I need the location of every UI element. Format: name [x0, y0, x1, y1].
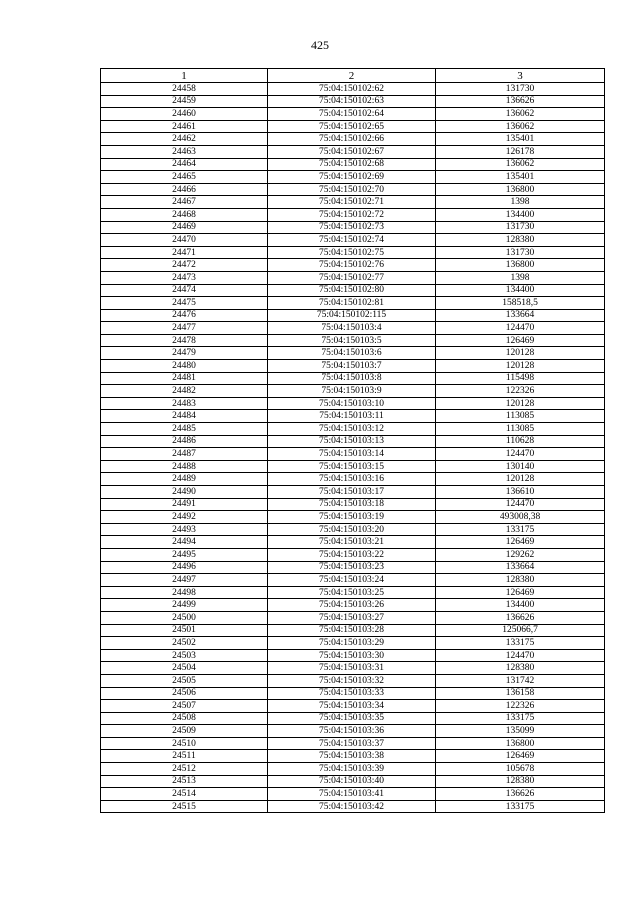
cadastral-number-cell: 75:04:150103:8 [268, 372, 436, 385]
value-cell: 493008,38 [436, 511, 605, 524]
cadastral-number-cell: 75:04:150103:20 [268, 523, 436, 536]
value-cell: 133175 [436, 523, 605, 536]
row-number-cell: 24492 [101, 511, 268, 524]
cadastral-number-cell: 75:04:150102:65 [268, 120, 436, 133]
table-row [101, 536, 605, 549]
table-row [101, 284, 605, 297]
value-cell: 136062 [436, 108, 605, 121]
row-number-cell: 24515 [101, 800, 268, 813]
table-row [101, 561, 605, 574]
cadastral-number-cell: 75:04:150102:70 [268, 183, 436, 196]
row-number-cell: 24458 [101, 83, 268, 96]
value-cell: 1398 [436, 196, 605, 209]
table-row [101, 473, 605, 486]
table-row [101, 599, 605, 612]
value-cell: 126178 [436, 145, 605, 158]
table-row [101, 511, 605, 524]
row-number-cell: 24476 [101, 309, 268, 322]
value-cell: 124470 [436, 649, 605, 662]
cadastral-number-cell: 75:04:150103:31 [268, 662, 436, 675]
value-cell: 133175 [436, 637, 605, 650]
row-number-cell: 24479 [101, 347, 268, 360]
table-row [101, 662, 605, 675]
cadastral-number-cell: 75:04:150103:19 [268, 511, 436, 524]
cadastral-number-cell: 75:04:150103:11 [268, 410, 436, 423]
value-cell: 130140 [436, 460, 605, 473]
row-number-cell: 24488 [101, 460, 268, 473]
cadastral-number-cell: 75:04:150103:14 [268, 448, 436, 461]
table-row [101, 498, 605, 511]
value-cell: 128380 [436, 574, 605, 587]
row-number-cell: 24465 [101, 171, 268, 184]
value-cell: 135401 [436, 133, 605, 146]
table-row [101, 523, 605, 536]
table-row [101, 183, 605, 196]
row-number-cell: 24471 [101, 246, 268, 259]
row-number-cell: 24490 [101, 486, 268, 499]
row-number-cell: 24469 [101, 221, 268, 234]
cadastral-number-cell: 75:04:150103:7 [268, 360, 436, 373]
table-row [101, 637, 605, 650]
value-cell: 120128 [436, 347, 605, 360]
row-number-cell: 24502 [101, 637, 268, 650]
cadastral-number-cell: 75:04:150102:80 [268, 284, 436, 297]
value-cell: 136062 [436, 158, 605, 171]
table-row [101, 763, 605, 776]
value-cell: 134400 [436, 284, 605, 297]
value-cell: 128380 [436, 234, 605, 247]
row-number-cell: 24472 [101, 259, 268, 272]
table-row [101, 649, 605, 662]
row-number-cell: 24487 [101, 448, 268, 461]
table-row [101, 448, 605, 461]
value-cell: 120128 [436, 360, 605, 373]
value-cell: 131730 [436, 246, 605, 259]
row-number-cell: 24496 [101, 561, 268, 574]
table-row [101, 347, 605, 360]
row-number-cell: 24468 [101, 208, 268, 221]
table-row [101, 548, 605, 561]
table-row [101, 158, 605, 171]
table-row [101, 297, 605, 310]
cadastral-number-cell: 75:04:150103:5 [268, 334, 436, 347]
value-cell: 136062 [436, 120, 605, 133]
value-cell: 136800 [436, 737, 605, 750]
value-cell: 122326 [436, 385, 605, 398]
table-row [101, 108, 605, 121]
cadastral-number-cell: 75:04:150103:39 [268, 763, 436, 776]
row-number-cell: 24461 [101, 120, 268, 133]
value-cell: 125066,7 [436, 624, 605, 637]
row-number-cell: 24482 [101, 385, 268, 398]
cadastral-number-cell: 75:04:150103:30 [268, 649, 436, 662]
table-row [101, 586, 605, 599]
row-number-cell: 24474 [101, 284, 268, 297]
value-cell: 113085 [436, 423, 605, 436]
table-row [101, 486, 605, 499]
cadastral-number-cell: 75:04:150102:62 [268, 83, 436, 96]
value-cell: 113085 [436, 410, 605, 423]
cadastral-number-cell: 75:04:150103:6 [268, 347, 436, 360]
table-row [101, 410, 605, 423]
cadastral-number-cell: 75:04:150103:24 [268, 574, 436, 587]
cadastral-number-cell: 75:04:150103:22 [268, 548, 436, 561]
table-row [101, 624, 605, 637]
row-number-cell: 24499 [101, 599, 268, 612]
value-cell: 134400 [436, 208, 605, 221]
row-number-cell: 24504 [101, 662, 268, 675]
page-number: 425 [311, 38, 329, 52]
row-number-cell: 24500 [101, 611, 268, 624]
row-number-cell: 24485 [101, 423, 268, 436]
table-row [101, 712, 605, 725]
cadastral-number-cell: 75:04:150103:4 [268, 322, 436, 335]
table-row [101, 133, 605, 146]
value-cell: 128380 [436, 662, 605, 675]
row-number-cell: 24497 [101, 574, 268, 587]
table-row [101, 423, 605, 436]
row-number-cell: 24511 [101, 750, 268, 763]
cadastral-number-cell: 75:04:150103:40 [268, 775, 436, 788]
table-row [101, 435, 605, 448]
value-cell: 1398 [436, 271, 605, 284]
table-row [101, 360, 605, 373]
row-number-cell: 24486 [101, 435, 268, 448]
cadastral-number-cell: 75:04:150103:32 [268, 674, 436, 687]
cadastral-number-cell: 75:04:150103:42 [268, 800, 436, 813]
column-header-1: 1 [101, 69, 268, 83]
table-row [101, 775, 605, 788]
table-row [101, 700, 605, 713]
row-number-cell: 24470 [101, 234, 268, 247]
value-cell: 134400 [436, 599, 605, 612]
value-cell: 126469 [436, 750, 605, 763]
row-number-cell: 24510 [101, 737, 268, 750]
cadastral-number-cell: 75:04:150102:76 [268, 259, 436, 272]
value-cell: 120128 [436, 473, 605, 486]
value-cell: 136158 [436, 687, 605, 700]
value-cell: 158518,5 [436, 297, 605, 310]
cadastral-number-cell: 75:04:150103:25 [268, 586, 436, 599]
value-cell: 135099 [436, 725, 605, 738]
table-row [101, 737, 605, 750]
cadastral-number-cell: 75:04:150103:38 [268, 750, 436, 763]
value-cell: 131730 [436, 83, 605, 96]
table-row [101, 246, 605, 259]
table-row [101, 334, 605, 347]
value-cell: 133175 [436, 712, 605, 725]
row-number-cell: 24493 [101, 523, 268, 536]
cadastral-number-cell: 75:04:150102:67 [268, 145, 436, 158]
row-number-cell: 24480 [101, 360, 268, 373]
table-row [101, 145, 605, 158]
value-cell: 115498 [436, 372, 605, 385]
table-header [101, 69, 605, 83]
cadastral-number-cell: 75:04:150103:37 [268, 737, 436, 750]
table-body [101, 83, 605, 813]
row-number-cell: 24507 [101, 700, 268, 713]
value-cell: 131742 [436, 674, 605, 687]
table-row [101, 95, 605, 108]
row-number-cell: 24478 [101, 334, 268, 347]
cadastral-number-cell: 75:04:150102:115 [268, 309, 436, 322]
cadastral-number-cell: 75:04:150102:77 [268, 271, 436, 284]
cadastral-number-cell: 75:04:150102:69 [268, 171, 436, 184]
data-table [100, 68, 605, 813]
row-number-cell: 24509 [101, 725, 268, 738]
value-cell: 136610 [436, 486, 605, 499]
cadastral-number-cell: 75:04:150103:21 [268, 536, 436, 549]
row-number-cell: 24489 [101, 473, 268, 486]
row-number-cell: 24498 [101, 586, 268, 599]
cadastral-number-cell: 75:04:150103:41 [268, 788, 436, 801]
cadastral-number-cell: 75:04:150103:10 [268, 397, 436, 410]
row-number-cell: 24508 [101, 712, 268, 725]
cadastral-number-cell: 75:04:150103:27 [268, 611, 436, 624]
cadastral-number-cell: 75:04:150103:9 [268, 385, 436, 398]
value-cell: 133175 [436, 800, 605, 813]
cadastral-number-cell: 75:04:150103:29 [268, 637, 436, 650]
table-row [101, 83, 605, 96]
row-number-cell: 24459 [101, 95, 268, 108]
table-row [101, 725, 605, 738]
table-row [101, 196, 605, 209]
cadastral-number-cell: 75:04:150103:23 [268, 561, 436, 574]
row-number-cell: 24514 [101, 788, 268, 801]
row-number-cell: 24501 [101, 624, 268, 637]
cadastral-number-cell: 75:04:150102:73 [268, 221, 436, 234]
cadastral-number-cell: 75:04:150102:66 [268, 133, 436, 146]
table-row [101, 750, 605, 763]
value-cell: 136626 [436, 95, 605, 108]
cadastral-number-cell: 75:04:150102:64 [268, 108, 436, 121]
value-cell: 124470 [436, 322, 605, 335]
row-number-cell: 24484 [101, 410, 268, 423]
table-row [101, 611, 605, 624]
table-row [101, 234, 605, 247]
value-cell: 135401 [436, 171, 605, 184]
table-row [101, 574, 605, 587]
column-header-3: 3 [436, 69, 605, 83]
value-cell: 133664 [436, 309, 605, 322]
row-number-cell: 24513 [101, 775, 268, 788]
cadastral-number-cell: 75:04:150102:81 [268, 297, 436, 310]
row-number-cell: 24464 [101, 158, 268, 171]
row-number-cell: 24491 [101, 498, 268, 511]
table-row [101, 271, 605, 284]
row-number-cell: 24494 [101, 536, 268, 549]
header-row [101, 69, 605, 83]
value-cell: 133664 [436, 561, 605, 574]
table-row [101, 385, 605, 398]
cadastral-number-cell: 75:04:150103:26 [268, 599, 436, 612]
table-row [101, 309, 605, 322]
value-cell: 105678 [436, 763, 605, 776]
value-cell: 128380 [436, 775, 605, 788]
cadastral-number-cell: 75:04:150103:15 [268, 460, 436, 473]
table-row [101, 397, 605, 410]
cadastral-number-cell: 75:04:150103:12 [268, 423, 436, 436]
cadastral-number-cell: 75:04:150102:71 [268, 196, 436, 209]
table-row [101, 800, 605, 813]
row-number-cell: 24483 [101, 397, 268, 410]
cadastral-number-cell: 75:04:150102:74 [268, 234, 436, 247]
cadastral-number-cell: 75:04:150103:17 [268, 486, 436, 499]
row-number-cell: 24460 [101, 108, 268, 121]
table-row [101, 259, 605, 272]
table-row [101, 221, 605, 234]
value-cell: 110628 [436, 435, 605, 448]
value-cell: 124470 [436, 498, 605, 511]
value-cell: 129262 [436, 548, 605, 561]
value-cell: 136626 [436, 788, 605, 801]
value-cell: 136626 [436, 611, 605, 624]
value-cell: 136800 [436, 183, 605, 196]
row-number-cell: 24467 [101, 196, 268, 209]
value-cell: 120128 [436, 397, 605, 410]
row-number-cell: 24506 [101, 687, 268, 700]
cadastral-number-cell: 75:04:150103:16 [268, 473, 436, 486]
row-number-cell: 24481 [101, 372, 268, 385]
row-number-cell: 24475 [101, 297, 268, 310]
row-number-cell: 24495 [101, 548, 268, 561]
table-row [101, 460, 605, 473]
cadastral-number-cell: 75:04:150103:34 [268, 700, 436, 713]
cadastral-number-cell: 75:04:150103:13 [268, 435, 436, 448]
cadastral-number-cell: 75:04:150102:68 [268, 158, 436, 171]
row-number-cell: 24477 [101, 322, 268, 335]
cadastral-number-cell: 75:04:150103:35 [268, 712, 436, 725]
cadastral-number-cell: 75:04:150103:18 [268, 498, 436, 511]
row-number-cell: 24505 [101, 674, 268, 687]
table-row [101, 372, 605, 385]
row-number-cell: 24473 [101, 271, 268, 284]
table-row [101, 322, 605, 335]
cadastral-number-cell: 75:04:150103:36 [268, 725, 436, 738]
column-header-2: 2 [268, 69, 436, 83]
cadastral-number-cell: 75:04:150102:75 [268, 246, 436, 259]
table-row [101, 120, 605, 133]
cadastral-number-cell: 75:04:150103:28 [268, 624, 436, 637]
row-number-cell: 24466 [101, 183, 268, 196]
value-cell: 126469 [436, 334, 605, 347]
value-cell: 126469 [436, 536, 605, 549]
table-row [101, 208, 605, 221]
row-number-cell: 24462 [101, 133, 268, 146]
value-cell: 122326 [436, 700, 605, 713]
row-number-cell: 24512 [101, 763, 268, 776]
table-row [101, 674, 605, 687]
cadastral-number-cell: 75:04:150103:33 [268, 687, 436, 700]
cadastral-number-cell: 75:04:150102:72 [268, 208, 436, 221]
value-cell: 131730 [436, 221, 605, 234]
row-number-cell: 24463 [101, 145, 268, 158]
cadastral-number-cell: 75:04:150102:63 [268, 95, 436, 108]
value-cell: 136800 [436, 259, 605, 272]
value-cell: 124470 [436, 448, 605, 461]
table-row [101, 788, 605, 801]
table-row [101, 171, 605, 184]
table-row [101, 687, 605, 700]
row-number-cell: 24503 [101, 649, 268, 662]
value-cell: 126469 [436, 586, 605, 599]
